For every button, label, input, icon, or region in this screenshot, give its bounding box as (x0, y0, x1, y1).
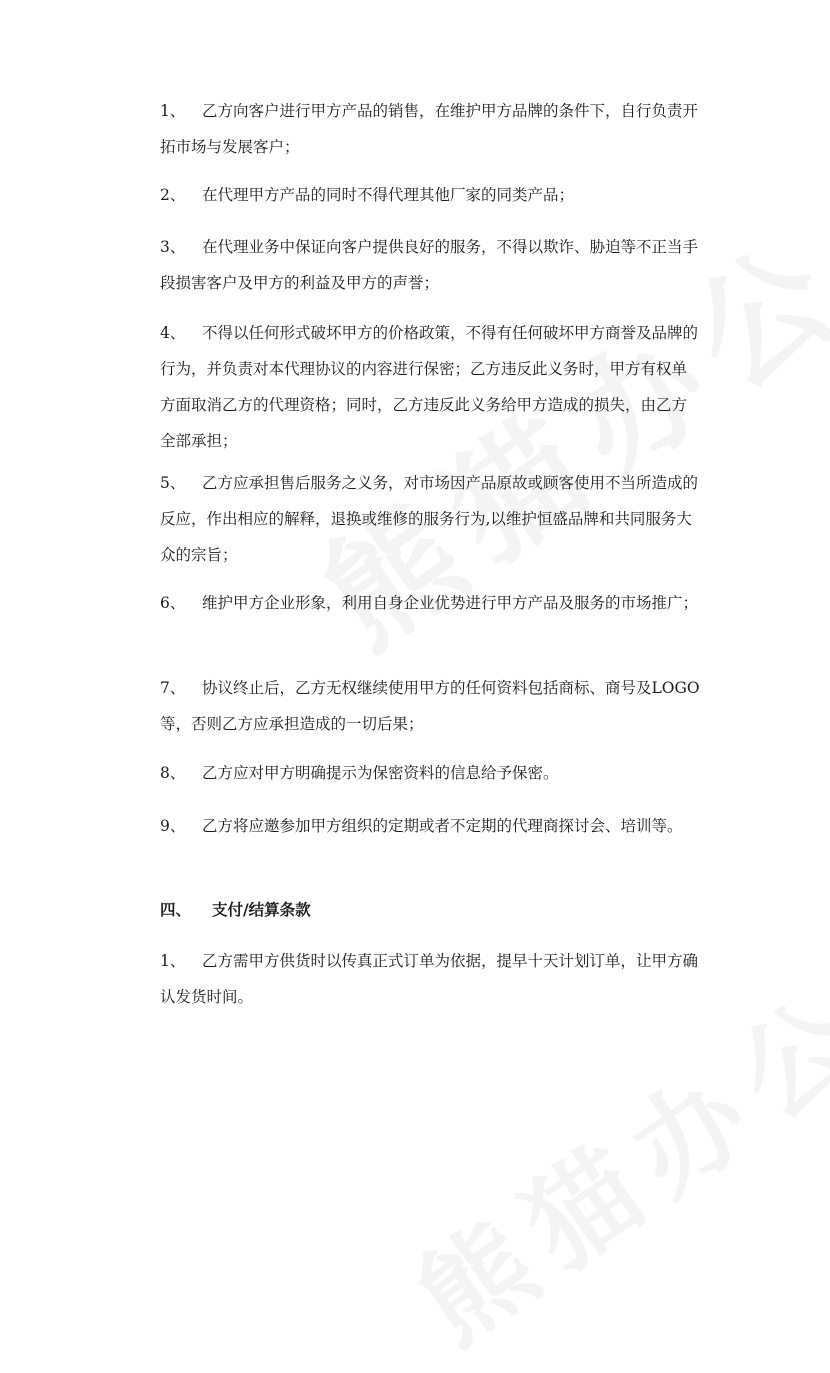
clause-number: 9、 (160, 817, 186, 835)
clause-text: 乙方应承担售后服务之义务，对市场因产品原故或顾客使用不当所造成的反应，作出相应的解释，退换或维修的服务行为,以维护恒盛品牌和共同服务大众的宗旨； (160, 474, 699, 564)
clause-3 (160, 229, 700, 301)
clause-9 (160, 808, 700, 844)
section-title: 支付/结算条款 (212, 900, 311, 919)
clause-1 (160, 93, 700, 165)
clause-number: 6、 (160, 594, 186, 612)
section-number: 四、 (160, 900, 192, 919)
clause-text: 乙方向客户进行甲方产品的销售，在维护甲方品牌的条件下，自行负责开拓市场与发展客户； (160, 102, 699, 156)
payment-clause-1 (160, 943, 700, 1015)
clause-7 (160, 670, 700, 742)
clause-number: 1、 (160, 102, 186, 120)
section-heading (160, 892, 311, 928)
clause-5 (160, 465, 700, 573)
clause-number: 4、 (160, 324, 186, 342)
clause-6 (160, 585, 700, 621)
clause-text: 维护甲方企业形象，利用自身企业优势进行甲方产品及服务的市场推广； (202, 594, 699, 612)
clause-number: 3、 (160, 238, 186, 256)
clause-number: 2、 (160, 186, 186, 204)
clause-2 (160, 177, 700, 213)
clause-text: 在代理业务中保证向客户提供良好的服务，不得以欺诈、胁迫等不正当手段损害客户及甲方的利益及甲方的声誉； (160, 238, 699, 292)
clause-number: 1、 (160, 952, 186, 970)
clause-text: 乙方将应邀参加甲方组织的定期或者不定期的代理商探讨会、培训等。 (202, 817, 683, 835)
clause-number: 7、 (160, 679, 186, 697)
clause-text: 协议终止后，乙方无权继续使用甲方的任何资料包括商标、商号及LOGO等，否则乙方应承担造成的一切后果； (160, 679, 700, 733)
clause-text: 乙方需甲方供货时以传真正式订单为依据，提早十天计划订单，让甲方确认发货时间。 (160, 952, 699, 1006)
clause-text: 在代理甲方产品的同时不得代理其他厂家的同类产品； (202, 186, 575, 204)
clause-text: 乙方应对甲方明确提示为保密资料的信息给予保密。 (202, 764, 559, 782)
clause-8 (160, 755, 700, 791)
clause-4 (160, 315, 700, 459)
clause-number: 8、 (160, 764, 186, 782)
clause-number: 5、 (160, 474, 186, 492)
clause-text: 不得以任何形式破坏甲方的价格政策，不得有任何破坏甲方商誉及品牌的行为，并负责对本代理协议的内容进行保密；乙方违反此义务时，甲方有权单方面取消乙方的代理资格；同时，乙方违反此义务给甲方造成的损失，由乙方全部承担； (160, 324, 699, 450)
